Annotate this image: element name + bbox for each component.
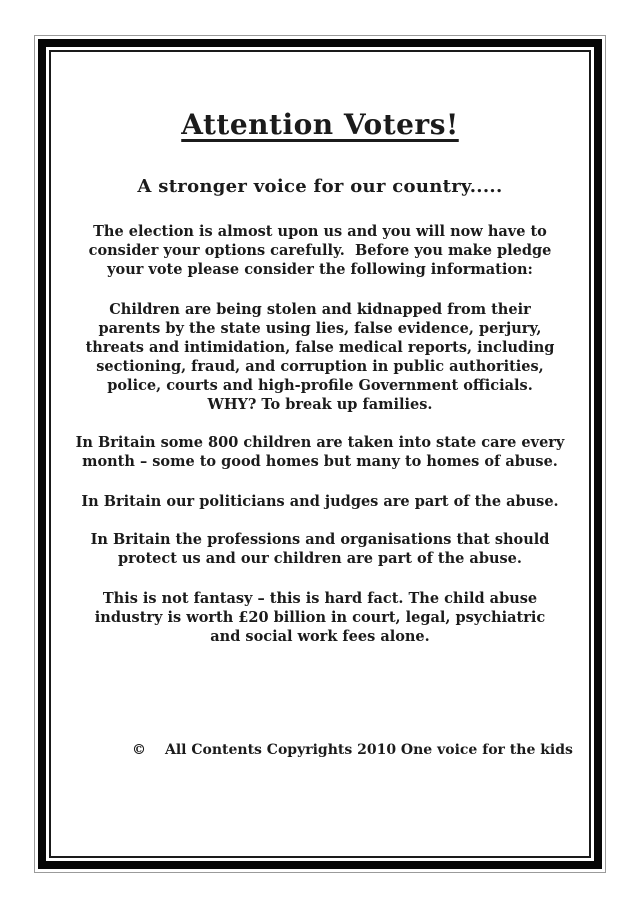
paragraph-hard-fact — [51, 589, 589, 646]
flyer-content — [51, 52, 589, 856]
text-line: In Britain the professions and organisations that should — [90, 531, 550, 548]
text-line: Children are being stolen and kidnapped from their — [109, 301, 531, 318]
copyright-text: All Contents Copyrights 2010 One voice for the kids — [165, 742, 573, 758]
page-border-outer — [34, 35, 606, 873]
paragraph-children-stolen — [51, 300, 589, 414]
text-line: your vote please consider the following information: — [107, 261, 533, 278]
paragraph-politicians — [51, 492, 589, 511]
paragraph-state-care — [51, 433, 589, 471]
text-line: sectioning, fraud, and corruption in public authorities, — [96, 358, 544, 375]
copyright-line — [51, 741, 589, 760]
paragraph-professions — [51, 530, 589, 568]
text-line: In Britain our politicians and judges are part of the abuse. — [81, 493, 559, 510]
text-line: This is not fantasy – this is hard fact. The child abuse — [102, 590, 538, 607]
text-line: protect us and our children are part of the abuse. — [118, 550, 522, 567]
page-border-thick — [38, 39, 602, 869]
subtitle: A stronger voice for our country..... — [137, 176, 503, 197]
text-line: and social work fees alone. — [210, 628, 430, 645]
page-title: Attention Voters! — [181, 108, 459, 141]
text-line: threats and intimidation, false medical reports, including — [85, 339, 555, 356]
copyright-symbol: © — [132, 742, 146, 758]
text-line: parents by the state using lies, false evidence, perjury, — [98, 320, 542, 337]
text-line: month – some to good homes but many to homes of abuse. — [82, 453, 558, 470]
page-border-inner — [49, 50, 591, 858]
text-line: The election is almost upon us and you will now have to — [93, 223, 547, 240]
text-line: In Britain some 800 children are taken into state care every — [75, 434, 565, 451]
text-line: police, courts and high-profile Government officials. — [107, 377, 533, 394]
text-line: consider your options carefully. Before you make pledge — [88, 242, 552, 259]
text-line: industry is worth £20 billion in court, legal, psychiatric — [94, 609, 546, 626]
paragraph-election-intro — [51, 222, 589, 279]
text-line: WHY? To break up families. — [207, 396, 433, 413]
